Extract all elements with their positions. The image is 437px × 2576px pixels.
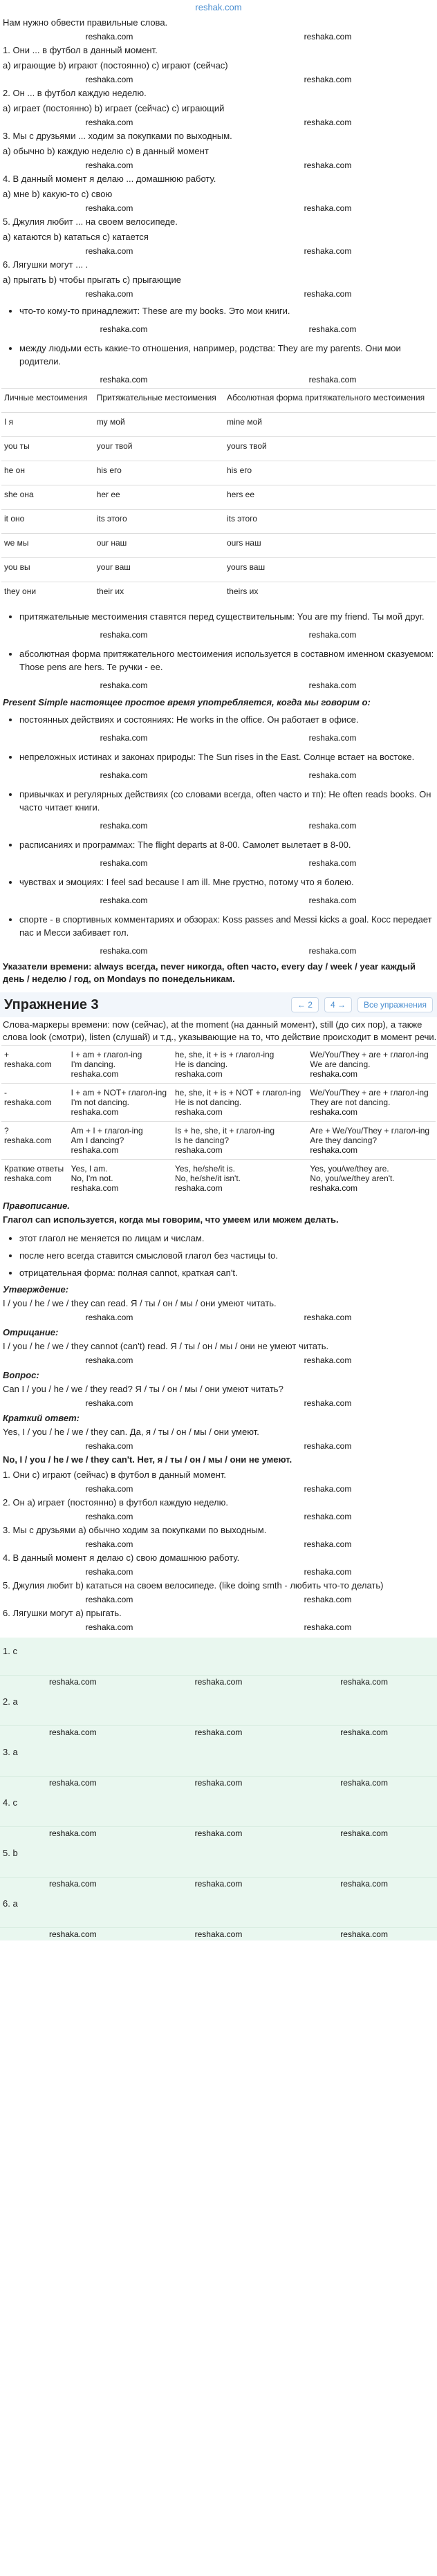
watermark: reshaka.com	[304, 32, 352, 41]
solution-line: 5. Джулия любит b) кататься на своем велосипеде. (like doing smth - любить что-то делать)	[3, 1580, 384, 1591]
possessive-head-cell: Личные местоимения	[1, 389, 94, 413]
watermark: reshaka.com	[48, 1929, 97, 1939]
present-continuous-cell	[307, 1084, 436, 1122]
watermark: reshaka.com	[340, 1778, 388, 1788]
watermark: reshaka.com	[85, 289, 133, 299]
prev-exercise-button[interactable]: ← 2	[291, 997, 319, 1012]
possessive-table-head	[1, 389, 436, 413]
watermark: reshaka.com	[308, 680, 357, 690]
watermark: reshaka.com	[174, 1183, 223, 1193]
present-continuous-cell	[1, 1084, 68, 1122]
possessive-cell: mine мой	[224, 413, 436, 437]
watermark: reshaka.com	[71, 1183, 119, 1193]
can-bullet: • после него всегда ставится смысловой глагол без частицы to.	[19, 1249, 437, 1262]
watermark-row	[0, 1827, 437, 1840]
watermark: reshaka.com	[85, 1355, 133, 1365]
watermark: reshaka.com	[304, 160, 352, 170]
watermark-row	[0, 245, 437, 257]
watermark: reshaka.com	[4, 1097, 52, 1107]
watermark-row	[0, 1311, 437, 1324]
watermark-row	[19, 818, 437, 834]
present-simple-bullet: • чувствах и эмоциях: I feel sad because I am ill. Мне грустно, потому что я болею.	[19, 875, 437, 889]
watermark: reshaka.com	[100, 680, 148, 690]
present-continuous-line: Is he dancing?	[174, 1136, 230, 1145]
exercise-header	[0, 992, 437, 1017]
watermark: reshaka.com	[71, 1145, 119, 1155]
watermark: reshaka.com	[100, 896, 148, 905]
watermark: reshaka.com	[100, 770, 148, 780]
time-markers: Указатели времени: always всегда, never никогда, often часто, every day / week / year каждый день / неделю / год, on Mondays по понедельникам.	[3, 961, 416, 984]
watermark: reshaka.com	[4, 1136, 52, 1145]
can-block-text: I / you / he / we / they cannot (can't) read. Я / ты / он / мы / они не умеют читать.	[3, 1341, 329, 1351]
watermark: reshaka.com	[85, 118, 133, 127]
watermark: reshaka.com	[100, 821, 148, 831]
possessive-cell: his его	[94, 461, 224, 485]
task-line: а) мне b) какую-то c) свою	[3, 189, 113, 199]
all-exercises-button[interactable]: Все упражнения	[357, 997, 433, 1012]
can-blocks	[0, 1284, 437, 1452]
possessive-table-row	[1, 534, 436, 558]
possessive-cell: your твой	[94, 437, 224, 461]
present-continuous-cell	[307, 1160, 436, 1198]
possessive-table	[1, 388, 436, 606]
present-continuous-cell	[172, 1084, 307, 1122]
possessive-cell: our наш	[94, 534, 224, 558]
watermark-row	[0, 1566, 437, 1578]
watermark: reshaka.com	[85, 203, 133, 213]
possessive-bullets	[0, 304, 437, 388]
can-short-no: No, I / you / he / we / they can't. Нет, я / ты / он / мы / они не умеют.	[3, 1454, 292, 1465]
watermark: reshaka.com	[310, 1145, 358, 1155]
watermark: reshaka.com	[308, 375, 357, 384]
present-continuous-row	[1, 1046, 436, 1084]
watermark: reshaka.com	[174, 1145, 223, 1155]
watermark-row	[19, 678, 437, 694]
can-bullet: • этот глагол не меняется по лицам и числам.	[19, 1232, 437, 1245]
can-block-heading: Отрицание:	[3, 1327, 59, 1337]
present-continuous-line: He is not dancing.	[174, 1097, 242, 1107]
watermark: reshaka.com	[304, 1313, 352, 1322]
possessive-cell: we мы	[1, 534, 94, 558]
answer-item: 1. c	[0, 1638, 437, 1676]
present-continuous-cell	[1, 1046, 68, 1084]
present-continuous-line: I + am + NOT+ глагол-ing	[71, 1088, 167, 1097]
watermark: reshaka.com	[340, 1879, 388, 1889]
solution-line: 2. Он a) играет (постоянно) в футбол каждую неделю.	[3, 1497, 228, 1508]
present-continuous-row	[1, 1084, 436, 1122]
watermark: reshaka.com	[304, 246, 352, 256]
task-line: а) играющие b) играют (постоянно) c) играют (сейчас)	[3, 60, 228, 71]
watermark-row	[0, 1354, 437, 1366]
present-continuous-line: I'm dancing.	[71, 1059, 115, 1069]
possessive-cell: I я	[1, 413, 94, 437]
possessive-table-row	[1, 461, 436, 485]
present-continuous-cell	[68, 1084, 172, 1122]
task-line: 3. Мы с друзьями ... ходим за покупками по выходным.	[3, 131, 232, 141]
present-continuous-line: I + am + глагол-ing	[71, 1050, 142, 1059]
watermark-row	[0, 1726, 437, 1739]
present-continuous-cell	[307, 1122, 436, 1160]
watermark: reshaka.com	[85, 75, 133, 84]
watermark: reshaka.com	[48, 1727, 97, 1737]
present-continuous-line: he, she, it + is + NOT + глагол-ing	[174, 1088, 301, 1097]
watermark: reshaka.com	[304, 75, 352, 84]
present-continuous-line: he, she, it + is + глагол-ing	[174, 1050, 275, 1059]
watermark: reshaka.com	[85, 1398, 133, 1408]
possessive-cell: she она	[1, 485, 94, 510]
present-continuous-line: Yes, you/we/they are.	[310, 1164, 389, 1174]
present-continuous-line: -	[4, 1088, 7, 1097]
solution-line: 1. Они c) играют (сейчас) в футбол в данный момент.	[3, 1470, 226, 1480]
present-continuous-line: No, I'm not.	[71, 1174, 113, 1183]
watermark: reshaka.com	[304, 1595, 352, 1604]
possessive-head-cell: Абсолютная форма притяжательного местоимения	[224, 389, 436, 413]
watermark: reshaka.com	[308, 946, 357, 956]
watermark: reshaka.com	[304, 1622, 352, 1632]
watermark: reshaka.com	[308, 821, 357, 831]
possessive-cell: its этого	[224, 510, 436, 534]
possessive-table-row	[1, 558, 436, 582]
watermark: reshaka.com	[100, 324, 148, 334]
watermark-row	[0, 1621, 437, 1633]
present-simple-bullet: • спорте - в спортивных комментариях и обзорах: Koss passes and Messi kicks a goal. Косс передает пас и Месси забивает гол.	[19, 913, 437, 939]
present-continuous-cell	[172, 1046, 307, 1084]
watermark: reshaka.com	[100, 630, 148, 640]
present-continuous-row	[1, 1160, 436, 1198]
watermark: reshaka.com	[304, 1484, 352, 1494]
watermark-row	[0, 1440, 437, 1452]
watermark-row	[19, 768, 437, 784]
present-continuous-cell	[172, 1160, 307, 1198]
task-line: 4. В данный момент я делаю ... домашнюю работу.	[3, 174, 216, 184]
possessive-cell: theirs их	[224, 582, 436, 606]
present-simple-bullets	[0, 713, 437, 959]
watermark: reshaka.com	[304, 203, 352, 213]
present-continuous-cell	[68, 1122, 172, 1160]
present-simple-bullet: • постоянных действиях и состояниях: He works in the office. Он работает в офисе.	[19, 713, 437, 726]
watermark-row	[0, 1593, 437, 1606]
watermark: reshaka.com	[308, 324, 357, 334]
watermark: reshaka.com	[304, 118, 352, 127]
watermark-row	[0, 1483, 437, 1495]
can-block-text: I / you / he / we / they can read. Я / ты / он / мы / они умеют читать.	[3, 1298, 277, 1308]
watermark: reshaka.com	[48, 1828, 97, 1838]
can-block-text: Yes, I / you / he / we / they can. Да, я / ты / он / мы / они умеют.	[3, 1427, 259, 1437]
watermark: reshaka.com	[340, 1727, 388, 1737]
watermark: reshaka.com	[4, 1174, 52, 1183]
watermark: reshaka.com	[85, 1595, 133, 1604]
watermark: reshaka.com	[71, 1107, 119, 1117]
watermark-row	[0, 1510, 437, 1523]
present-continuous-line: Краткие ответы	[4, 1164, 64, 1174]
site-logo[interactable]: reshak.com	[195, 2, 242, 12]
present-continuous-cell	[1, 1122, 68, 1160]
present-simple-intro: Present Simple настоящее простое время употребляется, когда мы говорим о:	[3, 697, 371, 707]
watermark-row	[0, 1878, 437, 1890]
task-line: а) играет (постоянно) b) играет (сейчас) c) играющий	[3, 103, 225, 113]
watermark: reshaka.com	[194, 1677, 243, 1687]
present-continuous-line: Am I dancing?	[71, 1136, 124, 1145]
present-continuous-line: Are they dancing?	[310, 1136, 378, 1145]
watermark-row	[19, 372, 437, 388]
possessive-head-cell: Притяжательные местоимения	[94, 389, 224, 413]
can-intro: Глагол can используется, когда мы говорим, что умеем или можем делать.	[3, 1214, 339, 1225]
watermark: reshaka.com	[85, 1539, 133, 1549]
answer-item: 4. c	[0, 1789, 437, 1827]
watermark: reshaka.com	[308, 858, 357, 868]
watermark: reshaka.com	[194, 1727, 243, 1737]
present-continuous-line: We/You/They + are + глагол-ing	[310, 1050, 429, 1059]
possessive-cell: yours твой	[224, 437, 436, 461]
watermark-row	[0, 1928, 437, 1940]
can-heading: Правописание.	[3, 1201, 70, 1211]
answer-item: 5. b	[0, 1840, 437, 1878]
present-continuous-line: Are + We/You/They + глагол-ing	[310, 1126, 430, 1136]
watermark: reshaka.com	[194, 1879, 243, 1889]
can-bullets	[0, 1232, 437, 1279]
present-continuous-line: No, you/we/they aren't.	[310, 1174, 395, 1183]
watermark: reshaka.com	[310, 1183, 358, 1193]
present-simple-bullet: • непреложных истинах и законах природы: The Sun rises in the East. Солнце встает на востоке.	[19, 750, 437, 763]
watermark-row	[0, 1538, 437, 1550]
can-block-text: Can I / you / he / we / they read? Я / ты / он / мы / они умеют читать?	[3, 1384, 283, 1394]
possessive-cell: their их	[94, 582, 224, 606]
watermark: reshaka.com	[48, 1778, 97, 1788]
watermark: reshaka.com	[100, 733, 148, 743]
watermark-row	[0, 159, 437, 172]
present-continuous-line: We/You/They + are + глагол-ing	[310, 1088, 429, 1097]
watermark-row	[0, 288, 437, 300]
present-continuous-line: Yes, he/she/it is.	[174, 1164, 235, 1174]
exercise-title: Упражнение 3	[4, 997, 99, 1012]
watermark: reshaka.com	[85, 32, 133, 41]
watermark-row	[0, 1676, 437, 1688]
watermark: reshaka.com	[85, 1441, 133, 1451]
watermark: reshaka.com	[340, 1929, 388, 1939]
possessive-section	[0, 304, 437, 694]
watermark-row	[0, 1777, 437, 1789]
watermark: reshaka.com	[340, 1677, 388, 1687]
task-line: 5. Джулия любит ... на своем велосипеде.	[3, 216, 178, 227]
possessive-cell: you ты	[1, 437, 94, 461]
watermark: reshaka.com	[310, 1107, 358, 1117]
task-line: Нам нужно обвести правильные слова.	[3, 17, 168, 28]
possessive-table-row	[1, 485, 436, 510]
present-continuous-cell	[68, 1046, 172, 1084]
watermark: reshaka.com	[304, 1441, 352, 1451]
possessive-cell: ours наш	[224, 534, 436, 558]
watermark: reshaka.com	[308, 630, 357, 640]
watermark: reshaka.com	[304, 1512, 352, 1521]
watermark: reshaka.com	[174, 1107, 223, 1117]
present-continuous-cell	[1, 1160, 68, 1198]
possessive-cell: his его	[224, 461, 436, 485]
possessive-bullet: • между людьми есть какие-то отношения, например, родства: They are my parents. Они мои родители.	[19, 342, 437, 368]
present-continuous-cell	[172, 1122, 307, 1160]
watermark: reshaka.com	[4, 1059, 52, 1069]
watermark: reshaka.com	[194, 1828, 243, 1838]
watermark: reshaka.com	[308, 733, 357, 743]
can-block-heading: Утверждение:	[3, 1284, 69, 1295]
present-continuous-line: I'm not dancing.	[71, 1097, 129, 1107]
task-line: а) прыгать b) чтобы прыгать c) прыгающие	[3, 275, 181, 285]
watermark: reshaka.com	[85, 1567, 133, 1577]
watermark: reshaka.com	[85, 1622, 133, 1632]
exercise-nav	[291, 997, 433, 1012]
can-block-heading: Краткий ответ:	[3, 1413, 80, 1423]
possessive-bullet: • что-то кому-то принадлежит: These are my books. Это мои книги.	[19, 304, 437, 317]
present-continuous-cell	[68, 1160, 172, 1198]
present-simple-bullet: • привычках и регулярных действиях (со словами всегда, often часто и тп): He often reads books. Он часто читает книги.	[19, 788, 437, 814]
possessive-table-row	[1, 437, 436, 461]
next-exercise-button[interactable]: 4 →	[324, 997, 352, 1012]
watermark-row	[0, 202, 437, 214]
possessive-cell: your ваш	[94, 558, 224, 582]
possessive-cell: her ее	[94, 485, 224, 510]
possessive-bullet: • притяжательные местоимения ставятся перед существительным: You are my friend. Ты мой друг.	[19, 610, 437, 623]
present-continuous-line: Am + I + глагол-ing	[71, 1126, 143, 1136]
solution-line: 3. Мы с друзьями a) обычно ходим за покупками по выходным.	[3, 1525, 267, 1535]
possessive-cell: he он	[1, 461, 94, 485]
watermark: reshaka.com	[100, 375, 148, 384]
watermark: reshaka.com	[194, 1778, 243, 1788]
possessive-cell: hers ее	[224, 485, 436, 510]
task-line: а) обычно b) каждую неделю c) в данный момент	[3, 146, 209, 156]
answer-item: 6. a	[0, 1890, 437, 1928]
present-continuous-line: They are not dancing.	[310, 1097, 391, 1107]
present-continuous-row	[1, 1122, 436, 1160]
present-continuous-cell	[307, 1046, 436, 1084]
present-continuous-line: ?	[4, 1126, 9, 1136]
possessive-bullet: • абсолютная форма притяжательного местоимения используется в составном именном сказуемом: Those pens are hers. Те ручки - ее.	[19, 647, 437, 674]
watermark-row	[0, 116, 437, 129]
watermark-row	[0, 1397, 437, 1409]
watermark: reshaka.com	[194, 1929, 243, 1939]
solution-line: 6. Лягушки могут a) прыгать.	[3, 1608, 122, 1618]
watermark: reshaka.com	[48, 1677, 97, 1687]
watermark: reshaka.com	[310, 1069, 358, 1079]
watermark: reshaka.com	[100, 858, 148, 868]
watermark: reshaka.com	[71, 1069, 119, 1079]
task-block	[0, 15, 437, 300]
present-continuous-line: He is dancing.	[174, 1059, 228, 1069]
answer-item: 3. a	[0, 1739, 437, 1777]
watermark-row	[19, 730, 437, 746]
present-continuous-table	[1, 1045, 436, 1197]
watermark-row	[19, 893, 437, 909]
possessive-table-row	[1, 510, 436, 534]
watermark-row	[19, 627, 437, 643]
can-bullet: • отрицательная форма: полная cannot, краткая can't.	[19, 1266, 437, 1279]
solution-line: 4. В данный момент я делаю c) свою домашнюю работу.	[3, 1553, 240, 1563]
watermark: reshaka.com	[340, 1828, 388, 1838]
can-block-heading: Вопрос:	[3, 1370, 39, 1380]
watermark: reshaka.com	[85, 160, 133, 170]
watermark-row	[19, 855, 437, 871]
task-line: 6. Лягушки могут ... .	[3, 259, 89, 270]
watermark: reshaka.com	[304, 1398, 352, 1408]
possessive-cell: yours ваш	[224, 558, 436, 582]
watermark: reshaka.com	[304, 1355, 352, 1365]
possessive-cell: you вы	[1, 558, 94, 582]
watermark: reshaka.com	[308, 896, 357, 905]
present-continuous-line: +	[4, 1050, 10, 1059]
watermark-row	[0, 73, 437, 86]
possessive-cell: its этого	[94, 510, 224, 534]
present-continuous-line: Yes, I am.	[71, 1164, 108, 1174]
answer-item: 2. a	[0, 1688, 437, 1726]
watermark: reshaka.com	[85, 1484, 133, 1494]
watermark: reshaka.com	[304, 1539, 352, 1549]
present-continuous-line: No, he/she/it isn't.	[174, 1174, 241, 1183]
watermark: reshaka.com	[304, 289, 352, 299]
present-continuous-intro: Слова-маркеры времени: now (сейчас), at the moment (на данный момент), still (до сих пор), а также слова look (смотри), listen (слушай) и т.д., указывающие на то, что действие происходит в момент речи.	[3, 1019, 437, 1042]
watermark: reshaka.com	[85, 246, 133, 256]
watermark: reshaka.com	[85, 1313, 133, 1322]
answers-block	[0, 1638, 437, 1940]
possessive-table-row	[1, 582, 436, 606]
watermark: reshaka.com	[85, 1512, 133, 1521]
watermark: reshaka.com	[308, 770, 357, 780]
watermark: reshaka.com	[304, 1567, 352, 1577]
possessive-table-row	[1, 413, 436, 437]
watermark-row	[0, 30, 437, 43]
possessive-bullets-2	[0, 610, 437, 694]
present-simple-bullet: • расписаниях и программах: The flight departs at 8-00. Самолет вылетает в 8-00.	[19, 838, 437, 851]
task-line: а) катаются b) кататься c) катается	[3, 232, 149, 242]
possessive-cell: my мой	[94, 413, 224, 437]
watermark-row	[19, 943, 437, 959]
watermark-row	[19, 322, 437, 337]
task-line: 2. Он ... в футбол каждую неделю.	[3, 88, 147, 98]
present-continuous-line: Is + he, she, it + глагол-ing	[174, 1126, 275, 1136]
watermark: reshaka.com	[48, 1879, 97, 1889]
possessive-cell: they они	[1, 582, 94, 606]
possessive-cell: it оно	[1, 510, 94, 534]
task-line: 1. Они ... в футбол в данный момент.	[3, 45, 158, 55]
watermark: reshaka.com	[100, 946, 148, 956]
present-continuous-line: We are dancing.	[310, 1059, 371, 1069]
watermark: reshaka.com	[174, 1069, 223, 1079]
solution-block	[0, 1467, 437, 1633]
